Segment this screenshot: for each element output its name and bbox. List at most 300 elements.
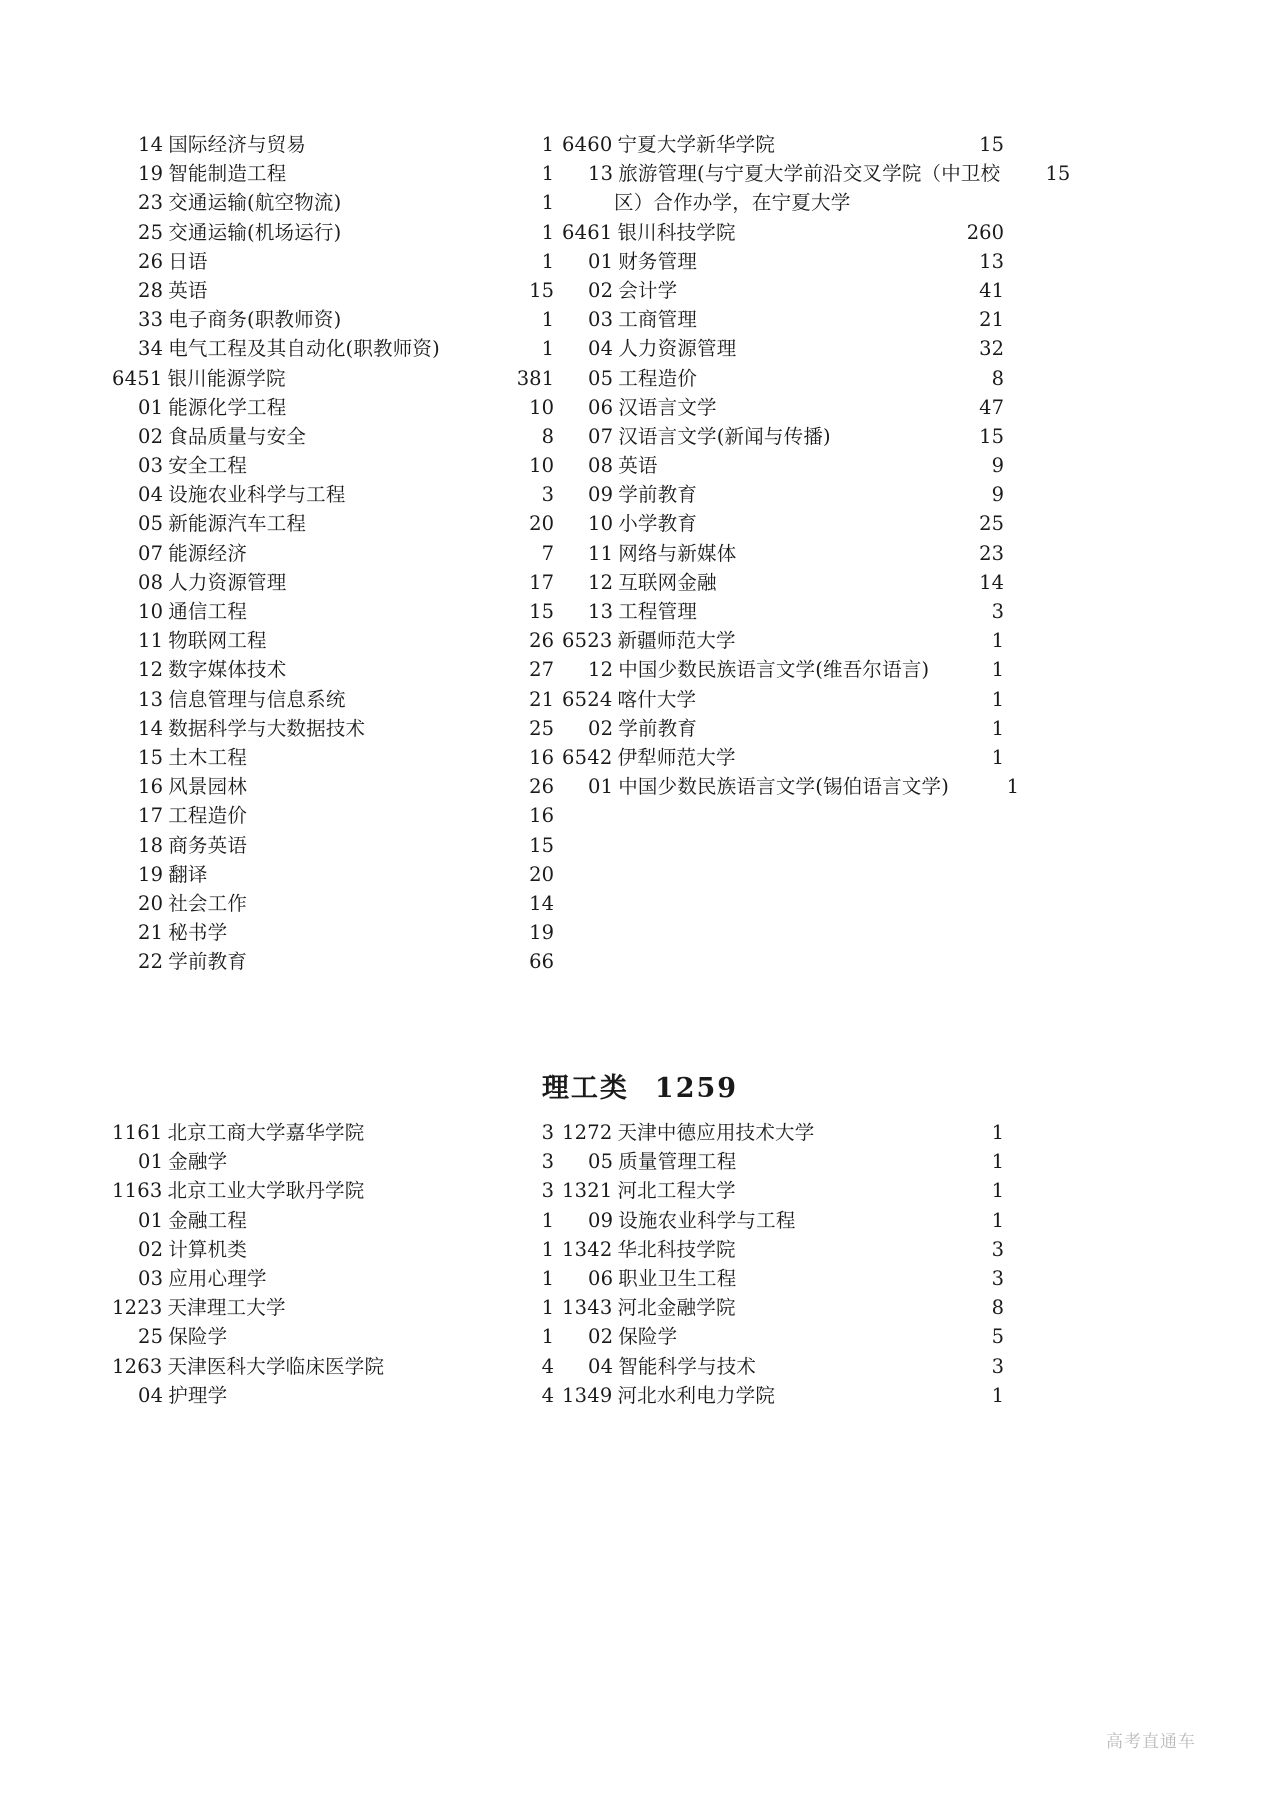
entry-label [112, 1118, 484, 1147]
entry-name: 英语 [168, 278, 208, 302]
school-row [562, 1381, 1012, 1410]
entry-quantity: 15 [529, 833, 554, 857]
entry-label [562, 1293, 934, 1322]
entry-code: 22 [138, 950, 164, 974]
major-row [562, 1322, 1012, 1351]
entry-name: 天津中德应用技术大学 [617, 1121, 815, 1144]
major-row [112, 626, 562, 655]
entry-label [562, 685, 934, 714]
entry-name: 国际经济与贸易 [168, 133, 307, 156]
entry-code: 1349 [562, 1383, 613, 1407]
entry-name: 通信工程 [168, 600, 248, 623]
entry-label [112, 1381, 484, 1410]
entry-label [562, 655, 934, 684]
entry-name: 天津理工大学 [167, 1296, 286, 1320]
entry-name: 物联网工程 [168, 629, 267, 653]
entry-label [112, 1206, 484, 1235]
entry-quantity: 7 [541, 541, 554, 565]
entry-label [562, 480, 934, 509]
entry-label [562, 743, 934, 772]
entry-name: 网络与新媒体 [618, 541, 737, 565]
entry-code: 05 [588, 1150, 614, 1174]
entry-quantity: 10 [529, 454, 554, 478]
entry-name: 金融工程 [168, 1208, 248, 1232]
entry-label [562, 714, 934, 743]
entry-code: 1163 [112, 1179, 163, 1203]
entry-quantity: 8 [991, 1296, 1004, 1320]
entry-code: 05 [138, 512, 164, 536]
entry-name: 护理学 [168, 1383, 228, 1407]
entry-name: 伊犁师范大学 [617, 745, 736, 769]
entry-quantity: 26 [529, 775, 554, 799]
entry-code: 04 [138, 483, 164, 507]
major-row [562, 568, 1012, 597]
entry-quantity: 3 [541, 1179, 554, 1203]
entry-label [562, 1381, 934, 1410]
major-row [562, 276, 1012, 305]
entry-code: 03 [138, 454, 164, 478]
entry-label [112, 218, 484, 247]
major-row [562, 393, 1012, 422]
entry-name: 喀什大学 [617, 687, 697, 711]
entry-quantity: 21 [529, 687, 554, 711]
entry-name: 工商管理 [618, 308, 698, 332]
school-row [112, 1118, 562, 1147]
entry-quantity: 1 [541, 191, 554, 215]
entry-name: 信息管理与信息系统 [168, 687, 346, 711]
entry-label [112, 1176, 484, 1205]
entry-quantity: 3 [541, 1150, 554, 1174]
school-row [562, 1118, 1012, 1147]
major-row [112, 188, 562, 217]
entry-quantity: 41 [979, 278, 1004, 302]
entry-quantity: 20 [529, 512, 554, 536]
entry-quantity: 1 [991, 629, 1004, 653]
school-row [112, 364, 562, 393]
entry-quantity: 3 [991, 1237, 1004, 1261]
entry-code: 06 [588, 395, 614, 419]
listing-block-2-left-column [112, 1118, 562, 1410]
entry-name: 土木工程 [168, 745, 248, 769]
entry-name: 翻译 [168, 862, 208, 886]
entry-code: 10 [588, 512, 614, 536]
major-row [562, 714, 1012, 743]
entry-label [112, 918, 484, 947]
entry-code: 05 [588, 366, 614, 390]
entry-name: 旅游管理(与宁夏大学前沿交叉学院（中卫校 [618, 162, 1001, 186]
entry-name: 日语 [168, 249, 208, 273]
entry-code: 1343 [562, 1296, 613, 1320]
entry-name: 工程管理 [618, 600, 698, 623]
entry-name: 河北工程大学 [617, 1179, 736, 1203]
entry-name: 电气工程及其自动化(职教师资) [168, 337, 440, 361]
entry-quantity: 25 [979, 512, 1004, 536]
entry-code: 04 [588, 337, 614, 361]
entry-code: 02 [138, 1237, 164, 1261]
major-row [562, 334, 1012, 363]
entry-quantity: 1 [1006, 775, 1020, 799]
entry-label [562, 159, 1000, 188]
entry-quantity: 3 [541, 483, 554, 507]
entry-code: 26 [138, 249, 164, 273]
entry-quantity: 10 [529, 395, 554, 419]
entry-code: 20 [138, 891, 164, 915]
entry-code: 19 [138, 862, 164, 886]
entry-label [112, 451, 484, 480]
major-row [112, 860, 562, 889]
entry-quantity: 9 [991, 454, 1004, 478]
major-row [112, 1264, 562, 1293]
entry-label [112, 334, 484, 363]
entry-quantity: 1 [541, 1296, 554, 1320]
entry-code: 1263 [112, 1354, 163, 1378]
entry-label [112, 1264, 484, 1293]
major-row [562, 655, 1012, 684]
entry-name: 交通运输(机场运行) [168, 220, 342, 244]
entry-code: 6461 [562, 220, 613, 244]
entry-label [562, 1235, 934, 1264]
entry-code: 02 [138, 424, 164, 448]
entry-label [562, 539, 934, 568]
entry-label [112, 276, 484, 305]
entry-label [112, 1235, 484, 1264]
watermark-label: 高考直通车 [1106, 1732, 1196, 1752]
major-row [112, 685, 562, 714]
major-row [112, 539, 562, 568]
entry-quantity: 13 [979, 249, 1004, 273]
entry-code: 06 [588, 1266, 614, 1290]
listing-block-1-left-column [112, 130, 562, 976]
entry-name: 工程造价 [618, 366, 698, 390]
entry-name: 宁夏大学新华学院 [617, 133, 776, 156]
entry-name: 能源化学工程 [168, 395, 287, 419]
entry-quantity: 1 [991, 1179, 1004, 1203]
entry-name: 能源经济 [168, 541, 248, 565]
entry-code: 1272 [562, 1121, 613, 1144]
major-row [562, 1264, 1012, 1293]
entry-quantity: 32 [979, 337, 1004, 361]
entry-quantity: 1 [541, 220, 554, 244]
entry-label [562, 276, 934, 305]
entry-name: 互联网金融 [618, 570, 717, 594]
entry-label [562, 218, 934, 247]
entry-name: 智能科学与技术 [618, 1354, 757, 1378]
listing-block-1-right-column [562, 130, 1071, 976]
entry-code: 12 [588, 570, 614, 594]
entry-label [562, 1118, 934, 1147]
entry-quantity: 21 [979, 308, 1004, 332]
major-row [562, 247, 1012, 276]
entry-code: 02 [588, 278, 614, 302]
entry-quantity: 1 [991, 1383, 1004, 1407]
major-row [112, 1235, 562, 1264]
entry-name: 中国少数民族语言文学(维吾尔语言) [618, 658, 930, 682]
entry-quantity: 26 [529, 629, 554, 653]
entry-code: 34 [138, 337, 164, 361]
school-row [112, 1293, 562, 1322]
entry-quantity: 1 [541, 133, 554, 156]
major-row [112, 831, 562, 860]
major-row [112, 480, 562, 509]
listing-block-1 [112, 130, 1071, 976]
entry-label [112, 1293, 484, 1322]
listing-block-2-right-column [562, 1118, 1012, 1410]
entry-code: 17 [138, 804, 164, 828]
entry-quantity: 1 [541, 337, 554, 361]
entry-quantity: 1 [541, 308, 554, 332]
major-row [562, 159, 1071, 188]
entry-quantity: 16 [529, 745, 554, 769]
major-row [112, 247, 562, 276]
entry-label [112, 626, 484, 655]
entry-name: 会计学 [618, 278, 678, 302]
entry-name: 商务英语 [168, 833, 248, 857]
entry-code: 08 [138, 570, 164, 594]
entry-name: 应用心理学 [168, 1266, 267, 1290]
entry-name: 学前教育 [168, 950, 248, 974]
entry-name: 质量管理工程 [618, 1150, 737, 1174]
major-row [112, 743, 562, 772]
entry-quantity: 1 [541, 1208, 554, 1232]
entry-code: 10 [138, 600, 164, 623]
major-row [562, 422, 1012, 451]
entry-quantity: 1 [541, 1325, 554, 1349]
entry-label [562, 509, 934, 538]
entry-name: 数据科学与大数据技术 [168, 716, 366, 740]
entry-code: 11 [138, 629, 164, 653]
major-row [112, 130, 562, 159]
entry-code: 18 [138, 833, 164, 857]
school-row [562, 743, 1012, 772]
entry-code: 33 [138, 308, 164, 332]
entry-quantity: 1 [991, 687, 1004, 711]
entry-quantity: 15 [979, 133, 1004, 156]
entry-code: 19 [138, 162, 164, 186]
entry-name: 河北金融学院 [617, 1296, 736, 1320]
entry-code: 1223 [112, 1296, 163, 1320]
entry-label [112, 393, 484, 422]
entry-quantity: 27 [529, 658, 554, 682]
entry-code: 13 [588, 600, 614, 623]
entry-code: 01 [588, 775, 614, 799]
major-row [112, 393, 562, 422]
entry-label [562, 626, 934, 655]
entry-continuation-text: 区）合作办学，在宁夏大学 [614, 191, 851, 215]
school-row [112, 1352, 562, 1381]
entry-label [562, 364, 934, 393]
entry-code: 09 [588, 483, 614, 507]
entry-label [112, 947, 484, 976]
entry-name: 交通运输(航空物流) [168, 191, 342, 215]
entry-label [112, 188, 484, 217]
entry-label [562, 1264, 934, 1293]
major-row [562, 509, 1012, 538]
entry-quantity: 381 [516, 366, 554, 390]
entry-code: 04 [588, 1354, 614, 1378]
major-row [112, 568, 562, 597]
entry-code: 14 [138, 716, 164, 740]
entry-code: 15 [138, 745, 164, 769]
entry-quantity: 47 [979, 395, 1004, 419]
entry-label [112, 568, 484, 597]
major-row [562, 364, 1012, 393]
entry-quantity: 260 [966, 220, 1004, 244]
entry-label [562, 597, 934, 626]
entry-label [112, 159, 484, 188]
entry-label [112, 1147, 484, 1176]
entry-label [562, 451, 934, 480]
school-row [112, 1176, 562, 1205]
entry-name: 智能制造工程 [168, 162, 287, 186]
major-row [112, 889, 562, 918]
entry-quantity: 14 [529, 891, 554, 915]
major-row [112, 276, 562, 305]
entry-quantity: 4 [541, 1383, 554, 1407]
entry-code: 6460 [562, 133, 613, 156]
entry-label [562, 568, 934, 597]
entry-quantity: 23 [979, 541, 1004, 565]
entry-label [112, 1322, 484, 1351]
entry-name: 新能源汽车工程 [168, 512, 307, 536]
entry-quantity: 1 [991, 716, 1004, 740]
major-row [112, 1147, 562, 1176]
entry-label [112, 1352, 484, 1381]
entry-code: 6523 [562, 629, 613, 653]
entry-code: 07 [588, 424, 614, 448]
major-row [112, 597, 562, 626]
section-title-text: 理工类 [541, 1073, 629, 1104]
entry-quantity: 66 [529, 950, 554, 974]
entry-label [112, 860, 484, 889]
entry-quantity: 25 [529, 716, 554, 740]
section-header [0, 1066, 1280, 1105]
entry-name: 安全工程 [168, 454, 248, 478]
major-row [562, 1147, 1012, 1176]
entry-name: 汉语言文学(新闻与传播) [618, 424, 831, 448]
entry-label [112, 831, 484, 860]
entry-label [112, 772, 484, 801]
entry-label [112, 480, 484, 509]
entry-quantity: 15 [979, 424, 1004, 448]
entry-quantity: 1 [541, 162, 554, 186]
entry-name: 学前教育 [618, 716, 698, 740]
entry-quantity: 15 [529, 278, 554, 302]
entry-name: 天津医科大学临床医学院 [167, 1354, 385, 1378]
entry-name: 保险学 [168, 1325, 228, 1349]
entry-quantity: 9 [991, 483, 1004, 507]
entry-name: 人力资源管理 [168, 570, 287, 594]
entry-code: 01 [138, 1150, 164, 1174]
entry-quantity: 1 [991, 1208, 1004, 1232]
school-row [562, 1235, 1012, 1264]
entry-code: 12 [588, 658, 614, 682]
entry-name: 汉语言文学 [618, 395, 717, 419]
entry-name: 中国少数民族语言文学(锡伯语言文学) [618, 775, 950, 799]
entry-code: 01 [138, 395, 164, 419]
entry-label [112, 714, 484, 743]
entry-name: 保险学 [618, 1325, 678, 1349]
major-row [112, 218, 562, 247]
entry-code: 25 [138, 220, 164, 244]
entry-name: 北京工商大学嘉华学院 [167, 1121, 365, 1144]
entry-code: 13 [138, 687, 164, 711]
entry-label [562, 334, 934, 363]
entry-label [112, 422, 484, 451]
entry-quantity: 4 [541, 1354, 554, 1378]
entry-code: 6542 [562, 745, 613, 769]
entry-code: 12 [138, 658, 164, 682]
entry-quantity: 20 [529, 862, 554, 886]
entry-label [112, 509, 484, 538]
entry-label [562, 1206, 934, 1235]
entry-label [112, 247, 484, 276]
entry-quantity: 3 [991, 1354, 1004, 1378]
entry-code: 23 [138, 191, 164, 215]
entry-label [112, 305, 484, 334]
entry-name: 工程造价 [168, 804, 248, 828]
school-row [562, 1176, 1012, 1205]
entry-code: 07 [138, 541, 164, 565]
entry-quantity: 3 [541, 1121, 554, 1144]
entry-code: 6451 [112, 366, 163, 390]
entry-name: 设施农业科学与工程 [168, 483, 346, 507]
entry-code: 14 [138, 133, 164, 156]
school-row [562, 130, 1012, 159]
school-row [562, 626, 1012, 655]
entry-quantity: 1 [991, 1150, 1004, 1174]
entry-code: 11 [588, 541, 614, 565]
major-row [562, 597, 1012, 626]
entry-label [562, 1322, 934, 1351]
major-row [112, 772, 562, 801]
entry-quantity: 17 [529, 570, 554, 594]
entry-code: 04 [138, 1383, 164, 1407]
entry-quantity: 5 [991, 1325, 1004, 1349]
entry-quantity: 19 [529, 921, 554, 945]
entry-code: 09 [588, 1208, 614, 1232]
entry-code: 03 [588, 308, 614, 332]
entry-name: 电子商务(职教师资) [168, 308, 342, 332]
major-row [112, 1206, 562, 1235]
entry-code: 1342 [562, 1237, 613, 1261]
entry-code: 13 [588, 162, 614, 186]
listing-block-2 [112, 1118, 1012, 1410]
major-row [112, 918, 562, 947]
entry-label [562, 130, 934, 159]
major-row [112, 1381, 562, 1410]
entry-name: 银川能源学院 [167, 366, 286, 390]
entry-label [112, 539, 484, 568]
major-row [562, 305, 1012, 334]
major-row [562, 1352, 1012, 1381]
entry-name: 财务管理 [618, 249, 698, 273]
entry-name: 食品质量与安全 [168, 424, 307, 448]
major-row [562, 539, 1012, 568]
entry-name: 计算机类 [168, 1237, 248, 1261]
entry-code: 25 [138, 1325, 164, 1349]
major-row [562, 772, 1020, 801]
entry-name: 人力资源管理 [618, 337, 737, 361]
school-row [562, 685, 1012, 714]
entry-quantity: 14 [979, 570, 1004, 594]
entry-label [562, 305, 934, 334]
entry-code: 21 [138, 921, 164, 945]
entry-name: 学前教育 [618, 483, 698, 507]
section-title-count: 1259 [654, 1073, 739, 1104]
entry-code: 01 [588, 249, 614, 273]
major-row [112, 451, 562, 480]
school-row [562, 218, 1012, 247]
